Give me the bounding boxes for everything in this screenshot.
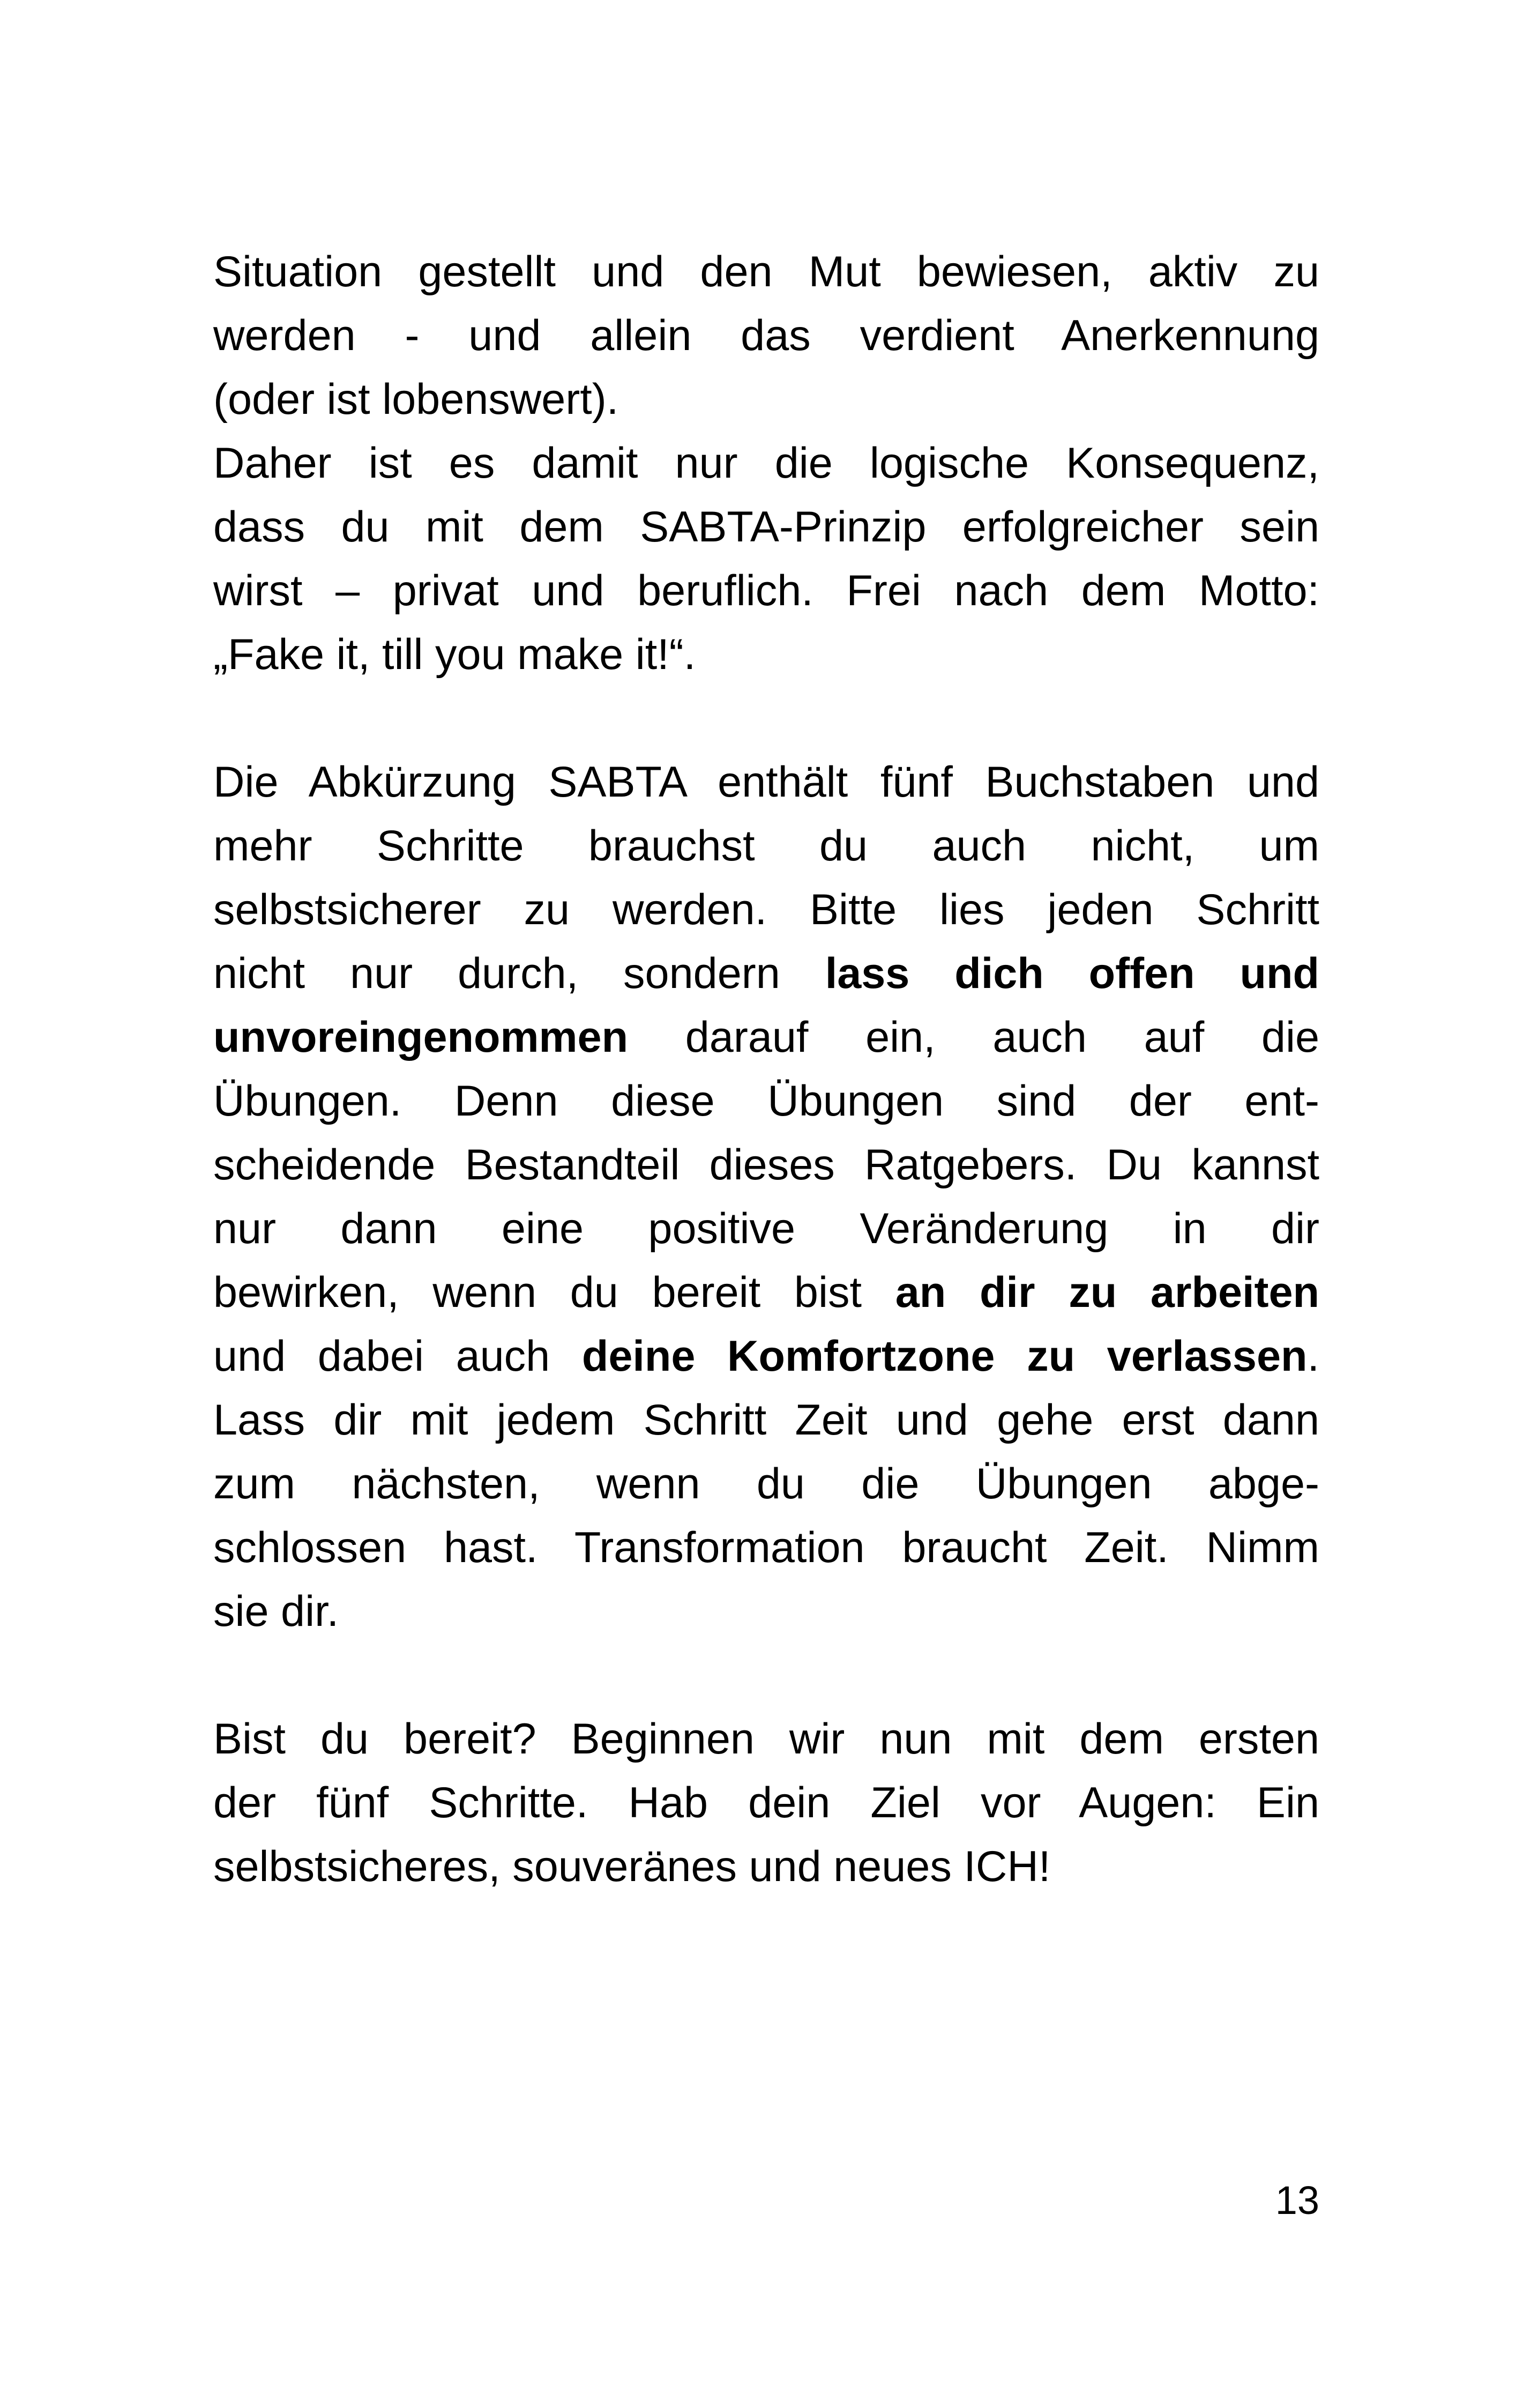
text-segment: bewirken, wenn du bereit bist xyxy=(213,1268,895,1317)
text-line xyxy=(213,1452,1319,1516)
text-line xyxy=(213,1006,1319,1069)
text-segment: Lass dir mit jedem Schritt Zeit und gehe erst dann xyxy=(213,1396,1319,1444)
text-segment: „Fake it, till you make it!“. xyxy=(213,630,696,679)
bold-text-segment: an dir zu arbeiten xyxy=(895,1268,1319,1317)
text-segment: der fünf Schritte. Hab dein Ziel vor Augen: Ein xyxy=(213,1779,1319,1827)
text-segment: sie dir. xyxy=(213,1587,339,1636)
text-segment: dass du mit dem SABTA-Prinzip erfolgreicher sein xyxy=(213,503,1319,551)
text-line xyxy=(213,1325,1319,1388)
page-number: 13 xyxy=(1275,2178,1319,2223)
text-line xyxy=(213,304,1319,368)
paragraph xyxy=(213,750,1319,1644)
text-segment: nicht nur durch, sondern xyxy=(213,949,825,998)
text-line xyxy=(213,240,1319,304)
text-line xyxy=(213,1707,1319,1771)
bold-text-segment: lass dich offen und xyxy=(825,949,1319,998)
bold-text-segment: deine Komfortzone zu verlassen xyxy=(581,1332,1308,1380)
text-line xyxy=(213,814,1319,878)
text-segment: mehr Schritte brauchst du auch nicht, um xyxy=(213,822,1319,870)
paragraph xyxy=(213,432,1319,687)
text-line xyxy=(213,1580,1319,1644)
text-line xyxy=(213,1516,1319,1580)
text-line xyxy=(213,1069,1319,1133)
text-segment: Daher ist es damit nur die logische Konsequenz, xyxy=(213,439,1319,487)
body-text xyxy=(213,240,1319,1899)
text-segment: wirst – privat und beruflich. Frei nach dem Motto: xyxy=(213,567,1319,615)
text-segment: selbstsicheres, souveränes und neues ICH! xyxy=(213,1842,1051,1891)
text-segment: (oder ist lobenswert). xyxy=(213,375,619,423)
text-segment: und dabei auch xyxy=(213,1332,582,1380)
text-line xyxy=(213,878,1319,942)
text-segment: werden - und allein das verdient Anerkennung xyxy=(213,311,1319,360)
text-line xyxy=(213,1133,1319,1197)
text-segment: Übungen. Denn diese Übungen sind der ent- xyxy=(213,1077,1319,1125)
paragraph xyxy=(213,240,1319,432)
text-line xyxy=(213,1771,1319,1835)
text-line xyxy=(213,1197,1319,1261)
text-segment: Situation gestellt und den Mut bewiesen, aktiv zu xyxy=(213,248,1319,296)
text-segment: nur dann eine positive Veränderung in dir xyxy=(213,1205,1319,1253)
text-line xyxy=(213,623,1319,687)
text-segment: Bist du bereit? Beginnen wir nun mit dem ersten xyxy=(213,1715,1319,1763)
text-segment: schlossen hast. Transformation braucht Zeit. Nimm xyxy=(213,1523,1319,1572)
text-segment: selbstsicherer zu werden. Bitte lies jeden Schritt xyxy=(213,886,1319,934)
text-line xyxy=(213,432,1319,495)
text-line xyxy=(213,559,1319,623)
text-line xyxy=(213,942,1319,1006)
text-segment: zum nächsten, wenn du die Übungen abge- xyxy=(213,1460,1319,1508)
bold-text-segment: unvoreingenommen xyxy=(213,1013,629,1061)
text-line xyxy=(213,1835,1319,1899)
text-line xyxy=(213,1261,1319,1325)
text-line xyxy=(213,750,1319,814)
text-line xyxy=(213,368,1319,432)
text-line xyxy=(213,495,1319,559)
paragraph xyxy=(213,1707,1319,1899)
text-line xyxy=(213,1388,1319,1452)
text-segment: Die Abkürzung SABTA enthält fünf Buchstaben und xyxy=(213,758,1319,806)
text-segment: scheidende Bestandteil dieses Ratgebers. Du kannst xyxy=(213,1141,1319,1189)
text-segment: darauf ein, auch auf die xyxy=(628,1013,1319,1061)
text-segment: . xyxy=(1307,1332,1319,1380)
